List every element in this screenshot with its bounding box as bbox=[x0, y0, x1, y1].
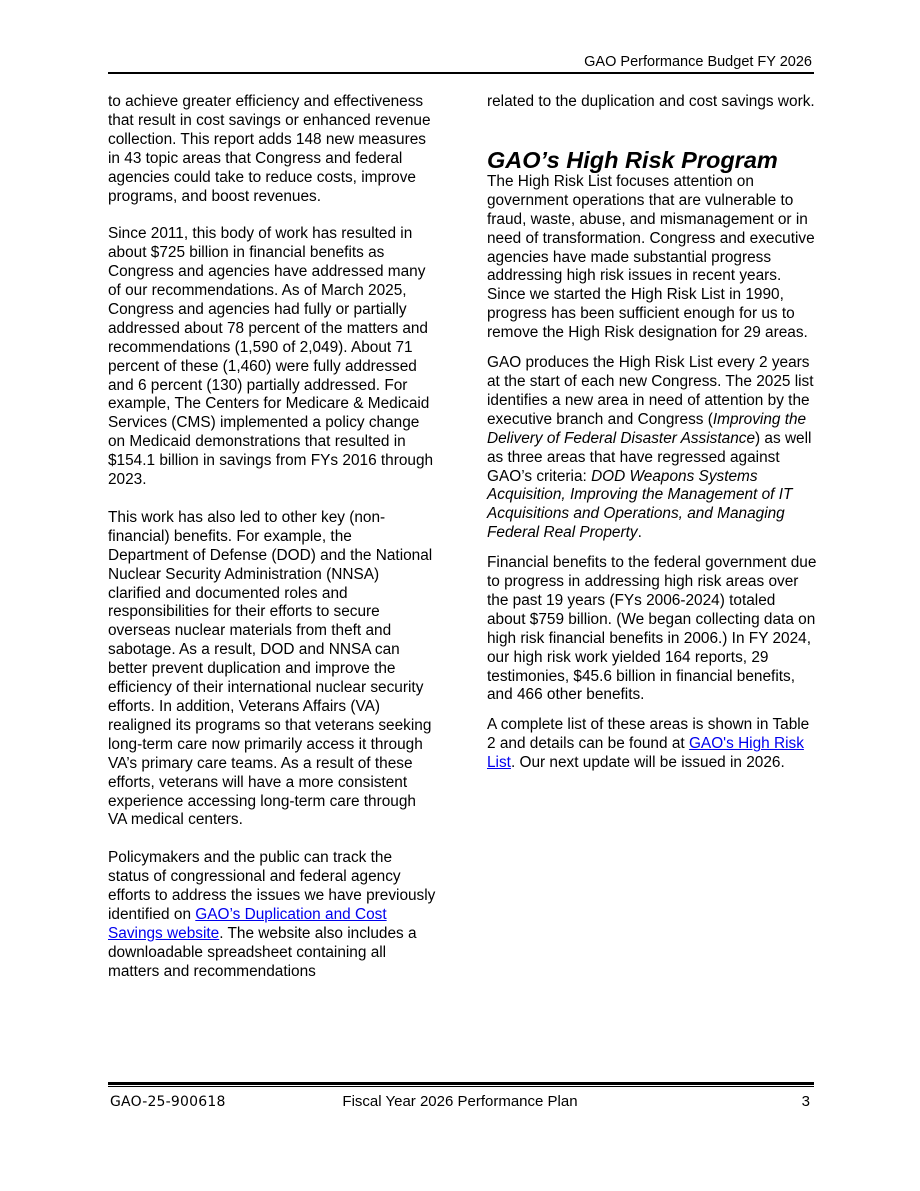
left-paragraph-3: This work has also led to other key (non-financial) benefits. For example, the Department of Defense (DOD) and the National Nuclear Security Administration (NNSA) clarified and documented roles and responsibilities for their efforts to secure overseas nuclear materials from theft and sabotage. As a result, DOD and NNSA can better prevent duplication and improve the efficiency of their international nuclear security efforts. In addition, Veterans Affairs (VA) realigned its programs so that veterans seeking long-term care now primarily access it through VA’s primary care teams. As a result of these efforts, veterans will have a more consistent experience accessing long-term care through VA medical centers. bbox=[108, 508, 433, 829]
section-heading-high-risk: GAO’s High Risk Program bbox=[487, 146, 778, 173]
duplication-cost-savings-link[interactable]: GAO’s Duplication and Cost Savings website bbox=[108, 905, 387, 942]
left-paragraph-2: Since 2011, this body of work has resulted in about $725 billion in financial benefits as Congress and agencies have addressed many of our recommendations. As of March 2025, Congress and agencies had fully or partially addressed about 78 percent of the matters and recommendations (1,590 of 2,049). About 71 percent of these (1,460) were fully addressed and 6 percent (130) partially addressed. For example, The Centers for Medicare & Medicaid Services (CMS) implemented a policy change on Medicaid demonstrations that resulted in $154.1 billion in savings from FYs 2016 through 2023. bbox=[108, 225, 434, 489]
report-number: GAO-25-900618 bbox=[110, 1094, 226, 1110]
text-span: . bbox=[637, 524, 642, 542]
footer-title: Fiscal Year 2026 Performance Plan bbox=[342, 1093, 578, 1110]
left-column bbox=[108, 93, 436, 982]
text-span: . The website also includes a downloadable spreadsheet containing all matters and recommendations bbox=[108, 924, 417, 980]
right-paragraph-2 bbox=[487, 354, 817, 543]
header-rule bbox=[108, 72, 814, 74]
footer-rule bbox=[108, 1082, 814, 1087]
text-span: . Our next update will be issued in 2026. bbox=[510, 754, 785, 772]
right-paragraph-3: Financial benefits to the federal government due to progress in addressing high risk areas over the past 19 years (FYs 2006-2024) totaled about $759 billion. (We began collecting data on high risk financial benefits in 2006.) In FY 2024, our high risk work yielded 164 reports, 29 testimonies, $45.6 billion in financial benefits, and 466 other benefits. bbox=[487, 554, 817, 704]
right-paragraph-4 bbox=[487, 716, 817, 773]
right-paragraph-0: related to the duplication and cost savings work. bbox=[487, 93, 815, 110]
text-span: A complete list of these areas is shown in Table 2 and details can be found at bbox=[487, 716, 810, 753]
italic-span: Improving the Delivery of Federal Disaster Assistance bbox=[487, 410, 807, 447]
running-header: GAO Performance Budget FY 2026 bbox=[584, 54, 812, 70]
page-number: 3 bbox=[801, 1093, 810, 1110]
right-column bbox=[487, 93, 817, 773]
text-span: Policymakers and the public can track the status of congressional and federal agency efforts to address the issues we have previously identified on bbox=[108, 849, 436, 923]
high-risk-list-link[interactable]: GAO's High Risk List bbox=[487, 735, 804, 772]
left-paragraph-1: to achieve greater efficiency and effectiveness that result in cost savings or enhanced revenue collection. This report adds 148 new measures in 43 topic areas that Congress and federal agencies could take to reduce costs, improve programs, and boost revenues. bbox=[108, 93, 431, 205]
text-span: ) as well as three areas that have regressed against GAO’s criteria: bbox=[487, 429, 812, 485]
right-paragraph-1: The High Risk List focuses attention on government operations that are vulnerable to fraud, waste, abuse, and mismanagement or in need of transformation. Congress and executive agencies have made substantial progress addressing high risk issues in recent years. Since we started the High Risk List in 1990, progress has been sufficient enough for us to remove the High Risk designation for 29 areas. bbox=[487, 172, 815, 342]
italic-span: DOD Weapons Systems Acquisition, Improving the Management of IT Acquisitions and Operations, and Managing Federal Real Property bbox=[487, 467, 793, 542]
text-span: GAO produces the High Risk List every 2 years at the start of each new Congress. The 2025 list identifies a new area in need of attention by the executive branch and Congress ( bbox=[487, 354, 814, 428]
left-paragraph-4 bbox=[108, 849, 436, 981]
